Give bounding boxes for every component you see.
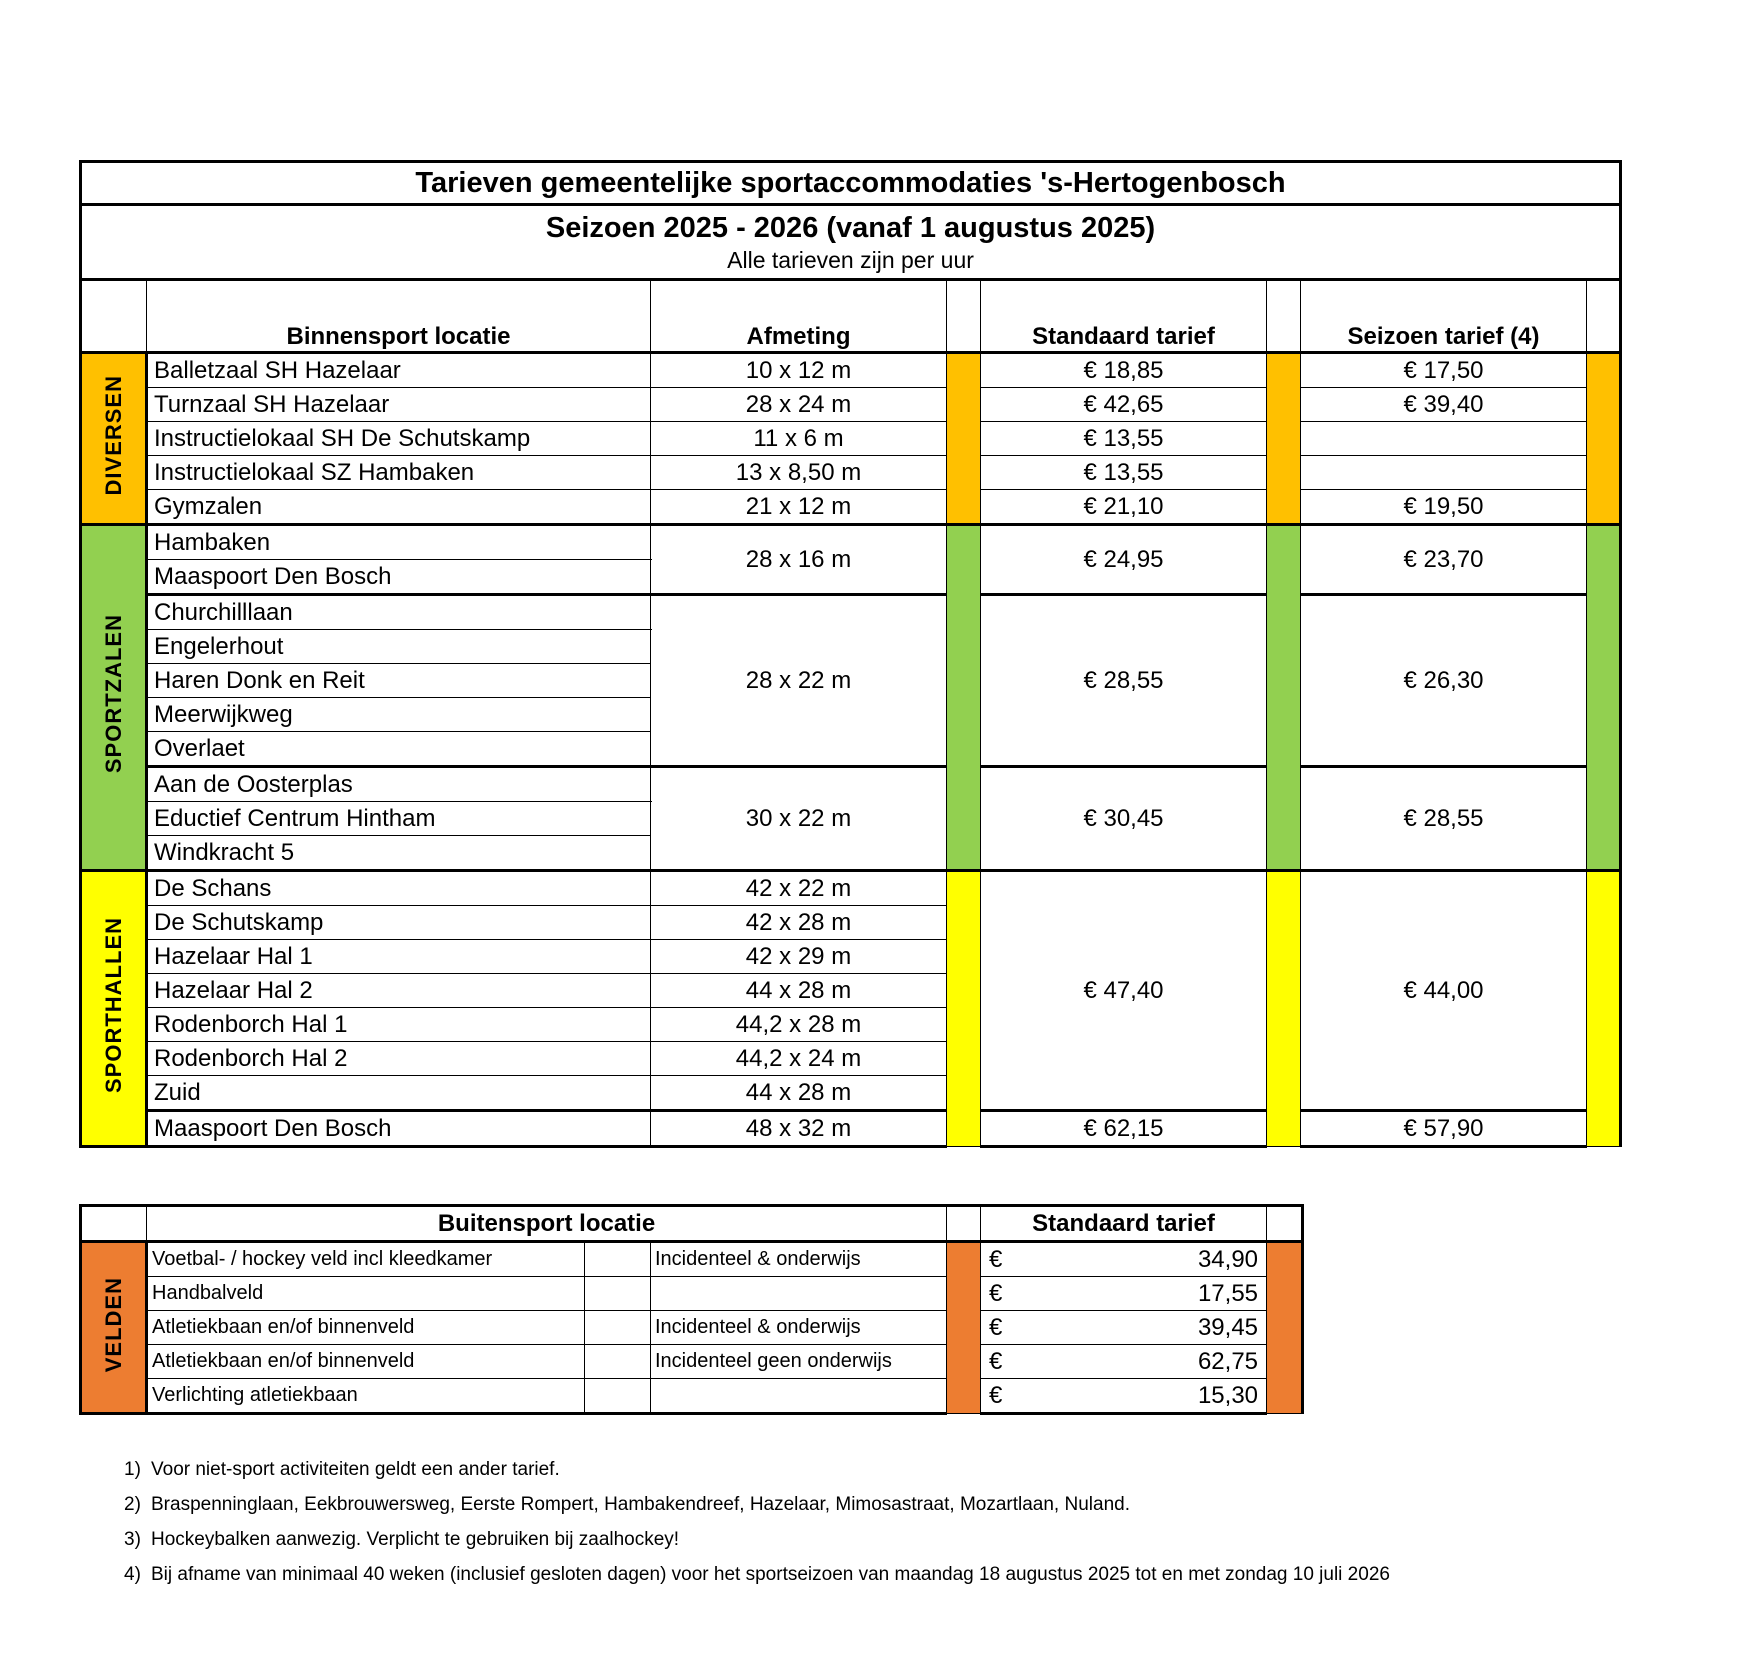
group-label-sporthallen <box>81 871 147 1147</box>
column-header-outdoor-location: Buitensport locatie <box>147 1206 947 1242</box>
size-value: 10 x 12 m <box>651 353 947 388</box>
table-row <box>81 871 1621 906</box>
header-blank <box>81 280 147 353</box>
location-name: Overlaet <box>147 732 651 767</box>
standard-rate: € 13,55 <box>981 422 1267 456</box>
footnotes <box>124 1452 1390 1592</box>
column-header-location: Binnensport locatie <box>147 280 651 353</box>
location-name: Aan de Oosterplas <box>147 767 651 802</box>
size-value: 11 x 6 m <box>651 422 947 456</box>
season-rate: € 57,90 <box>1301 1111 1587 1147</box>
color-bar <box>1267 525 1301 871</box>
footnote-text: Voor niet-sport activiteiten geldt een ander tarief. <box>151 1459 560 1480</box>
header-spacer <box>1267 1206 1303 1242</box>
location-name: Windkracht 5 <box>147 836 651 871</box>
header-spacer <box>947 280 981 353</box>
indoor-rates-table <box>79 160 1622 1148</box>
color-bar <box>947 525 981 871</box>
season-rate <box>1301 422 1587 456</box>
table-row <box>81 1379 1303 1414</box>
location-name: Balletzaal SH Hazelaar <box>147 353 651 388</box>
location-name: Hambaken <box>147 525 651 560</box>
location-name: Zuid <box>147 1076 651 1111</box>
size-value: 44,2 x 28 m <box>651 1008 947 1042</box>
usage-type <box>651 1277 947 1311</box>
season-rate: € 17,50 <box>1301 353 1587 388</box>
color-bar <box>1267 871 1301 1147</box>
standard-rate: 17,55 <box>1041 1277 1267 1311</box>
column-header-season: Seizoen tarief (4) <box>1301 280 1587 353</box>
size-value: 42 x 22 m <box>651 871 947 906</box>
usage-type <box>651 1379 947 1414</box>
outdoor-rates-table <box>79 1204 1304 1415</box>
season-rate: € 19,50 <box>1301 490 1587 525</box>
location-name: Turnzaal SH Hazelaar <box>147 388 651 422</box>
group-label-text: VELDEN <box>100 1276 126 1373</box>
size-value: 21 x 12 m <box>651 490 947 525</box>
location-name: Maaspoort Den Bosch <box>147 1111 651 1147</box>
footnote <box>124 1557 1390 1592</box>
size-value: 44 x 28 m <box>651 974 947 1008</box>
size-value: 30 x 22 m <box>651 767 947 871</box>
standard-rate: € 62,15 <box>981 1111 1267 1147</box>
currency-symbol: € <box>981 1311 1041 1345</box>
table-row <box>81 595 1621 630</box>
standard-rate: € 24,95 <box>981 525 1267 595</box>
outdoor-location-name: Verlichting atletiekbaan <box>147 1379 585 1414</box>
season-rate: € 23,70 <box>1301 525 1587 595</box>
footnote <box>124 1487 1390 1522</box>
header-spacer <box>947 1206 981 1242</box>
group-label-text: DIVERSEN <box>100 374 126 496</box>
column-header-size: Afmeting <box>651 280 947 353</box>
standard-rate: 15,30 <box>1041 1379 1267 1414</box>
color-bar <box>1587 525 1621 871</box>
standard-rate: € 30,45 <box>981 767 1267 871</box>
standard-rate: 39,45 <box>1041 1311 1267 1345</box>
usage-type: Incidenteel & onderwijs <box>651 1242 947 1277</box>
group-label-diversen <box>81 353 147 525</box>
color-bar <box>947 871 981 1147</box>
color-bar <box>1587 353 1621 525</box>
outdoor-location-name: Voetbal- / hockey veld incl kleedkamer <box>147 1242 585 1277</box>
table-row <box>81 422 1621 456</box>
location-name: Rodenborch Hal 2 <box>147 1042 651 1076</box>
footnote-number: 1) <box>124 1459 141 1480</box>
group-label-text: SPORTZALEN <box>100 614 126 774</box>
size-value: 28 x 24 m <box>651 388 947 422</box>
group-label-text: SPORTHALLEN <box>100 917 126 1093</box>
currency-symbol: € <box>981 1379 1041 1414</box>
header-blank <box>81 1206 147 1242</box>
currency-symbol: € <box>981 1345 1041 1379</box>
footnote-text: Bij afname van minimaal 40 weken (inclusief gesloten dagen) voor het sportseizoen van maandag 18 augustus 2025 tot en met zondag 10 juli 2026 <box>151 1564 1390 1585</box>
header-spacer <box>1587 280 1621 353</box>
standard-rate: € 18,85 <box>981 353 1267 388</box>
size-value: 28 x 22 m <box>651 595 947 767</box>
usage-type: Incidenteel & onderwijs <box>651 1311 947 1345</box>
currency-symbol: € <box>981 1277 1041 1311</box>
season-header <box>81 205 1621 280</box>
table-row <box>81 1345 1303 1379</box>
table-row <box>81 388 1621 422</box>
column-header-outdoor-standard: Standaard tarief <box>981 1206 1267 1242</box>
table-row <box>81 1277 1303 1311</box>
table-row <box>81 1111 1621 1147</box>
currency-symbol: € <box>981 1242 1041 1277</box>
location-name: De Schans <box>147 871 651 906</box>
blank-cell <box>585 1345 651 1379</box>
table-row <box>81 525 1621 560</box>
size-value: 44,2 x 24 m <box>651 1042 947 1076</box>
standard-rate: € 47,40 <box>981 871 1267 1111</box>
color-bar <box>1267 353 1301 525</box>
outdoor-location-name: Atletiekbaan en/of binnenveld <box>147 1345 585 1379</box>
per-hour-note: Alle tarieven zijn per uur <box>727 246 974 273</box>
standard-rate: 62,75 <box>1041 1345 1267 1379</box>
table-row <box>81 353 1621 388</box>
table-row <box>81 767 1621 802</box>
table-row <box>81 1242 1303 1277</box>
standard-rate: € 21,10 <box>981 490 1267 525</box>
header-spacer <box>1267 280 1301 353</box>
color-bar <box>1267 1242 1303 1414</box>
season-rate <box>1301 456 1587 490</box>
season-rate: € 26,30 <box>1301 595 1587 767</box>
location-name: Hazelaar Hal 2 <box>147 974 651 1008</box>
size-value: 48 x 32 m <box>651 1111 947 1147</box>
season-rate: € 28,55 <box>1301 767 1587 871</box>
color-bar <box>947 353 981 525</box>
group-label-sportzalen <box>81 525 147 871</box>
color-bar <box>947 1242 981 1414</box>
standard-rate: € 42,65 <box>981 388 1267 422</box>
location-name: Hazelaar Hal 1 <box>147 940 651 974</box>
blank-cell <box>585 1242 651 1277</box>
footnote-number: 4) <box>124 1564 141 1585</box>
season-rate: € 44,00 <box>1301 871 1587 1111</box>
group-label-velden <box>81 1242 147 1414</box>
footnote <box>124 1452 1390 1487</box>
footnote-number: 2) <box>124 1494 141 1515</box>
location-name: Churchilllaan <box>147 595 651 630</box>
location-name: Instructielokaal SH De Schutskamp <box>147 422 651 456</box>
blank-cell <box>585 1311 651 1345</box>
size-value: 42 x 29 m <box>651 940 947 974</box>
size-value: 13 x 8,50 m <box>651 456 947 490</box>
location-name: De Schutskamp <box>147 906 651 940</box>
table-row <box>81 1311 1303 1345</box>
footnote <box>124 1522 1390 1557</box>
location-name: Maaspoort Den Bosch <box>147 560 651 595</box>
table-row <box>81 456 1621 490</box>
blank-cell <box>585 1277 651 1311</box>
location-name: Eductief Centrum Hintham <box>147 802 651 836</box>
footnote-text: Hockeybalken aanwezig. Verplicht te gebruiken bij zaalhockey! <box>151 1529 680 1550</box>
table-row <box>81 490 1621 525</box>
size-value: 44 x 28 m <box>651 1076 947 1111</box>
location-name: Engelerhout <box>147 630 651 664</box>
location-name: Rodenborch Hal 1 <box>147 1008 651 1042</box>
footnote-number: 3) <box>124 1529 141 1550</box>
usage-type: Incidenteel geen onderwijs <box>651 1345 947 1379</box>
footnote-text: Braspenninglaan, Eekbrouwersweg, Eerste Rompert, Hambakendreef, Hazelaar, Mimosastraat, Mozartlaan, Nuland. <box>151 1494 1130 1515</box>
size-value: 28 x 16 m <box>651 525 947 595</box>
outdoor-location-name: Atletiekbaan en/of binnenveld <box>147 1311 585 1345</box>
standard-rate: 34,90 <box>1041 1242 1267 1277</box>
column-header-standard: Standaard tarief <box>981 280 1267 353</box>
location-name: Meerwijkweg <box>147 698 651 732</box>
location-name: Instructielokaal SZ Hambaken <box>147 456 651 490</box>
standard-rate: € 13,55 <box>981 456 1267 490</box>
season-rate: € 39,40 <box>1301 388 1587 422</box>
size-value: 42 x 28 m <box>651 906 947 940</box>
season-title: Seizoen 2025 - 2026 (vanaf 1 augustus 2025) <box>545 211 1156 244</box>
standard-rate: € 28,55 <box>981 595 1267 767</box>
blank-cell <box>585 1379 651 1414</box>
color-bar <box>1587 871 1621 1147</box>
location-name: Haren Donk en Reit <box>147 664 651 698</box>
document-title: Tarieven gemeentelijke sportaccommodaties 's-Hertogenbosch <box>81 162 1621 205</box>
location-name: Gymzalen <box>147 490 651 525</box>
outdoor-location-name: Handbalveld <box>147 1277 585 1311</box>
